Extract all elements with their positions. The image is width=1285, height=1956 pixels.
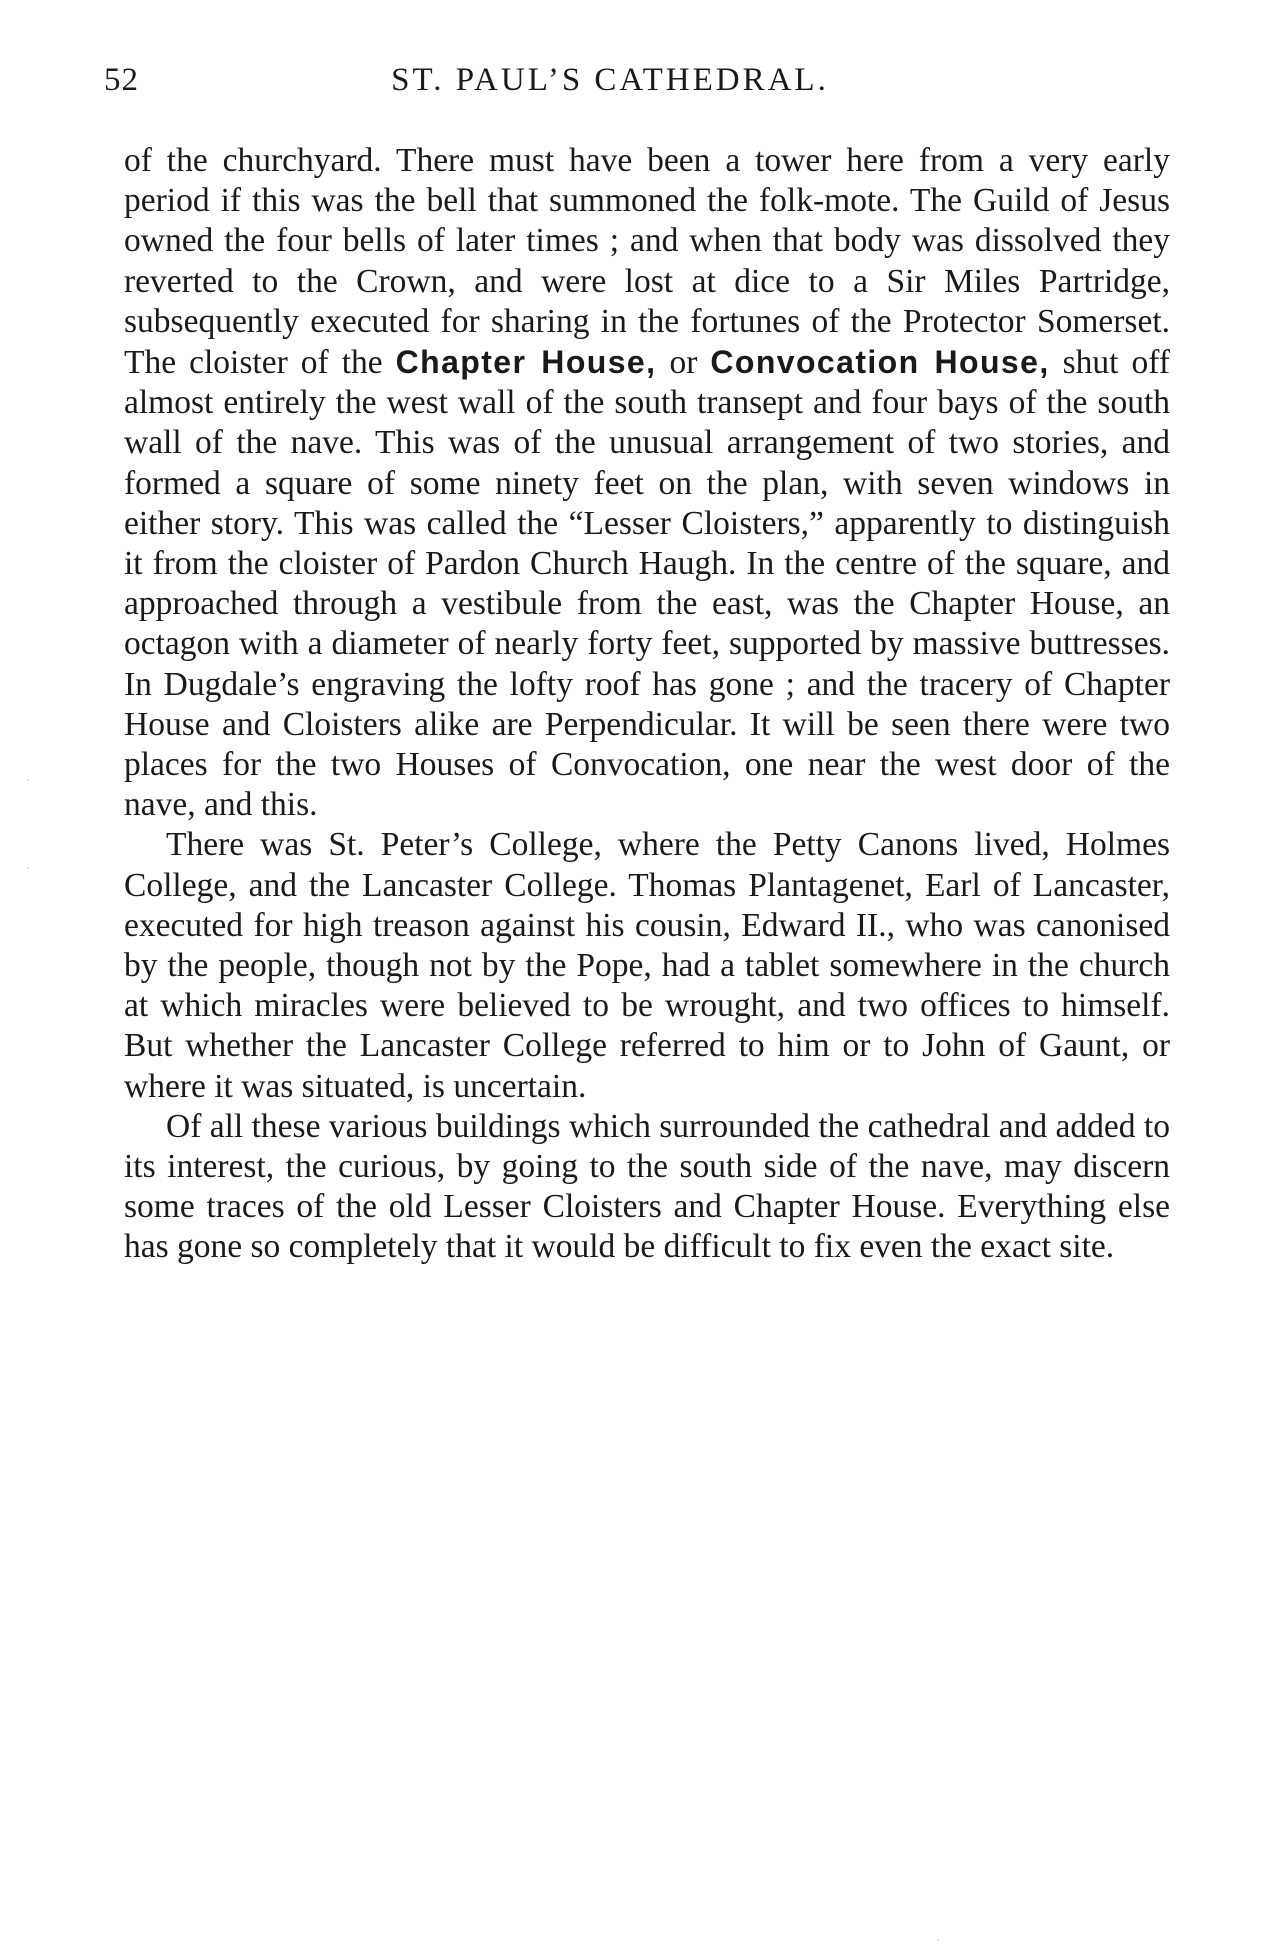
running-title: ST. PAUL’S CATHEDRAL.	[391, 62, 829, 98]
margin-speck: ·	[26, 860, 31, 875]
bottom-speck: ·	[936, 1932, 941, 1947]
paragraph-1-text-after: shut off almost entirely the west wall of the south transept and four bays of the south wall of the nave. This was of the unusual arrangement of two stories, and formed a square of some ninety feet on the plan, with seven windows in either story. This was called the “Lesser Cloisters,” apparently to distinguish it from the cloister of Pardon Church Haugh. In the centre of the square, and approached through a vestibule from the east, was the Chapter House, an octagon with a diameter of nearly forty feet, supported by massive buttresses. In Dugdale’s engraving the lofty roof has gone ; and the tracery of Chapter House and Cloisters alike are Perpendicular. It will be seen there were two places for the two Houses of Convocation, one near the west door of the nave, and this.	[124, 344, 1170, 824]
paragraph-3: Of all these various buildings which surrounded the cathedral and added to its interest, the curious, by going to the south side of the nave, may discern some traces of the old Lesser Cloisters and Chapter House. Everything else has gone so completely that it would be difficult to fix even the exact site.	[124, 1107, 1170, 1266]
paragraph-1-text-before: of the churchyard. There must have been a tower here from a very early period if this was the bell that summoned the folk-mote. The Guild of Jesus owned the four bells of later times ; and when that body was dissolved they reverted to the Crown, and were lost at dice to a Sir Miles Partridge, subsequently executed for sharing in the fortunes of the Protector Somerset. The cloister of the	[124, 142, 1170, 382]
convocation-house-heading: Convocation House,	[710, 344, 1050, 381]
chapter-house-heading: Chapter House,	[395, 344, 657, 381]
paragraph-1	[124, 141, 1170, 825]
running-head	[104, 62, 1174, 112]
margin-speck: ·	[26, 772, 31, 787]
paragraph-1-text-middle: or	[656, 344, 711, 382]
page-number: 52	[104, 62, 139, 98]
body-text	[124, 141, 1170, 1268]
paragraph-2: There was St. Peter’s College, where the Petty Canons lived, Holmes College, and the Lancaster College. Thomas Plantagenet, Earl of Lancaster, executed for high treason against his cousin, Edward II., who was canonised by the people, though not by the Pope, had a tablet somewhere in the church at which miracles were believed to be wrought, and two offices to himself. But whether the Lancaster College referred to him or to John of Gaunt, or where it was situated, is uncertain.	[124, 826, 1170, 1105]
